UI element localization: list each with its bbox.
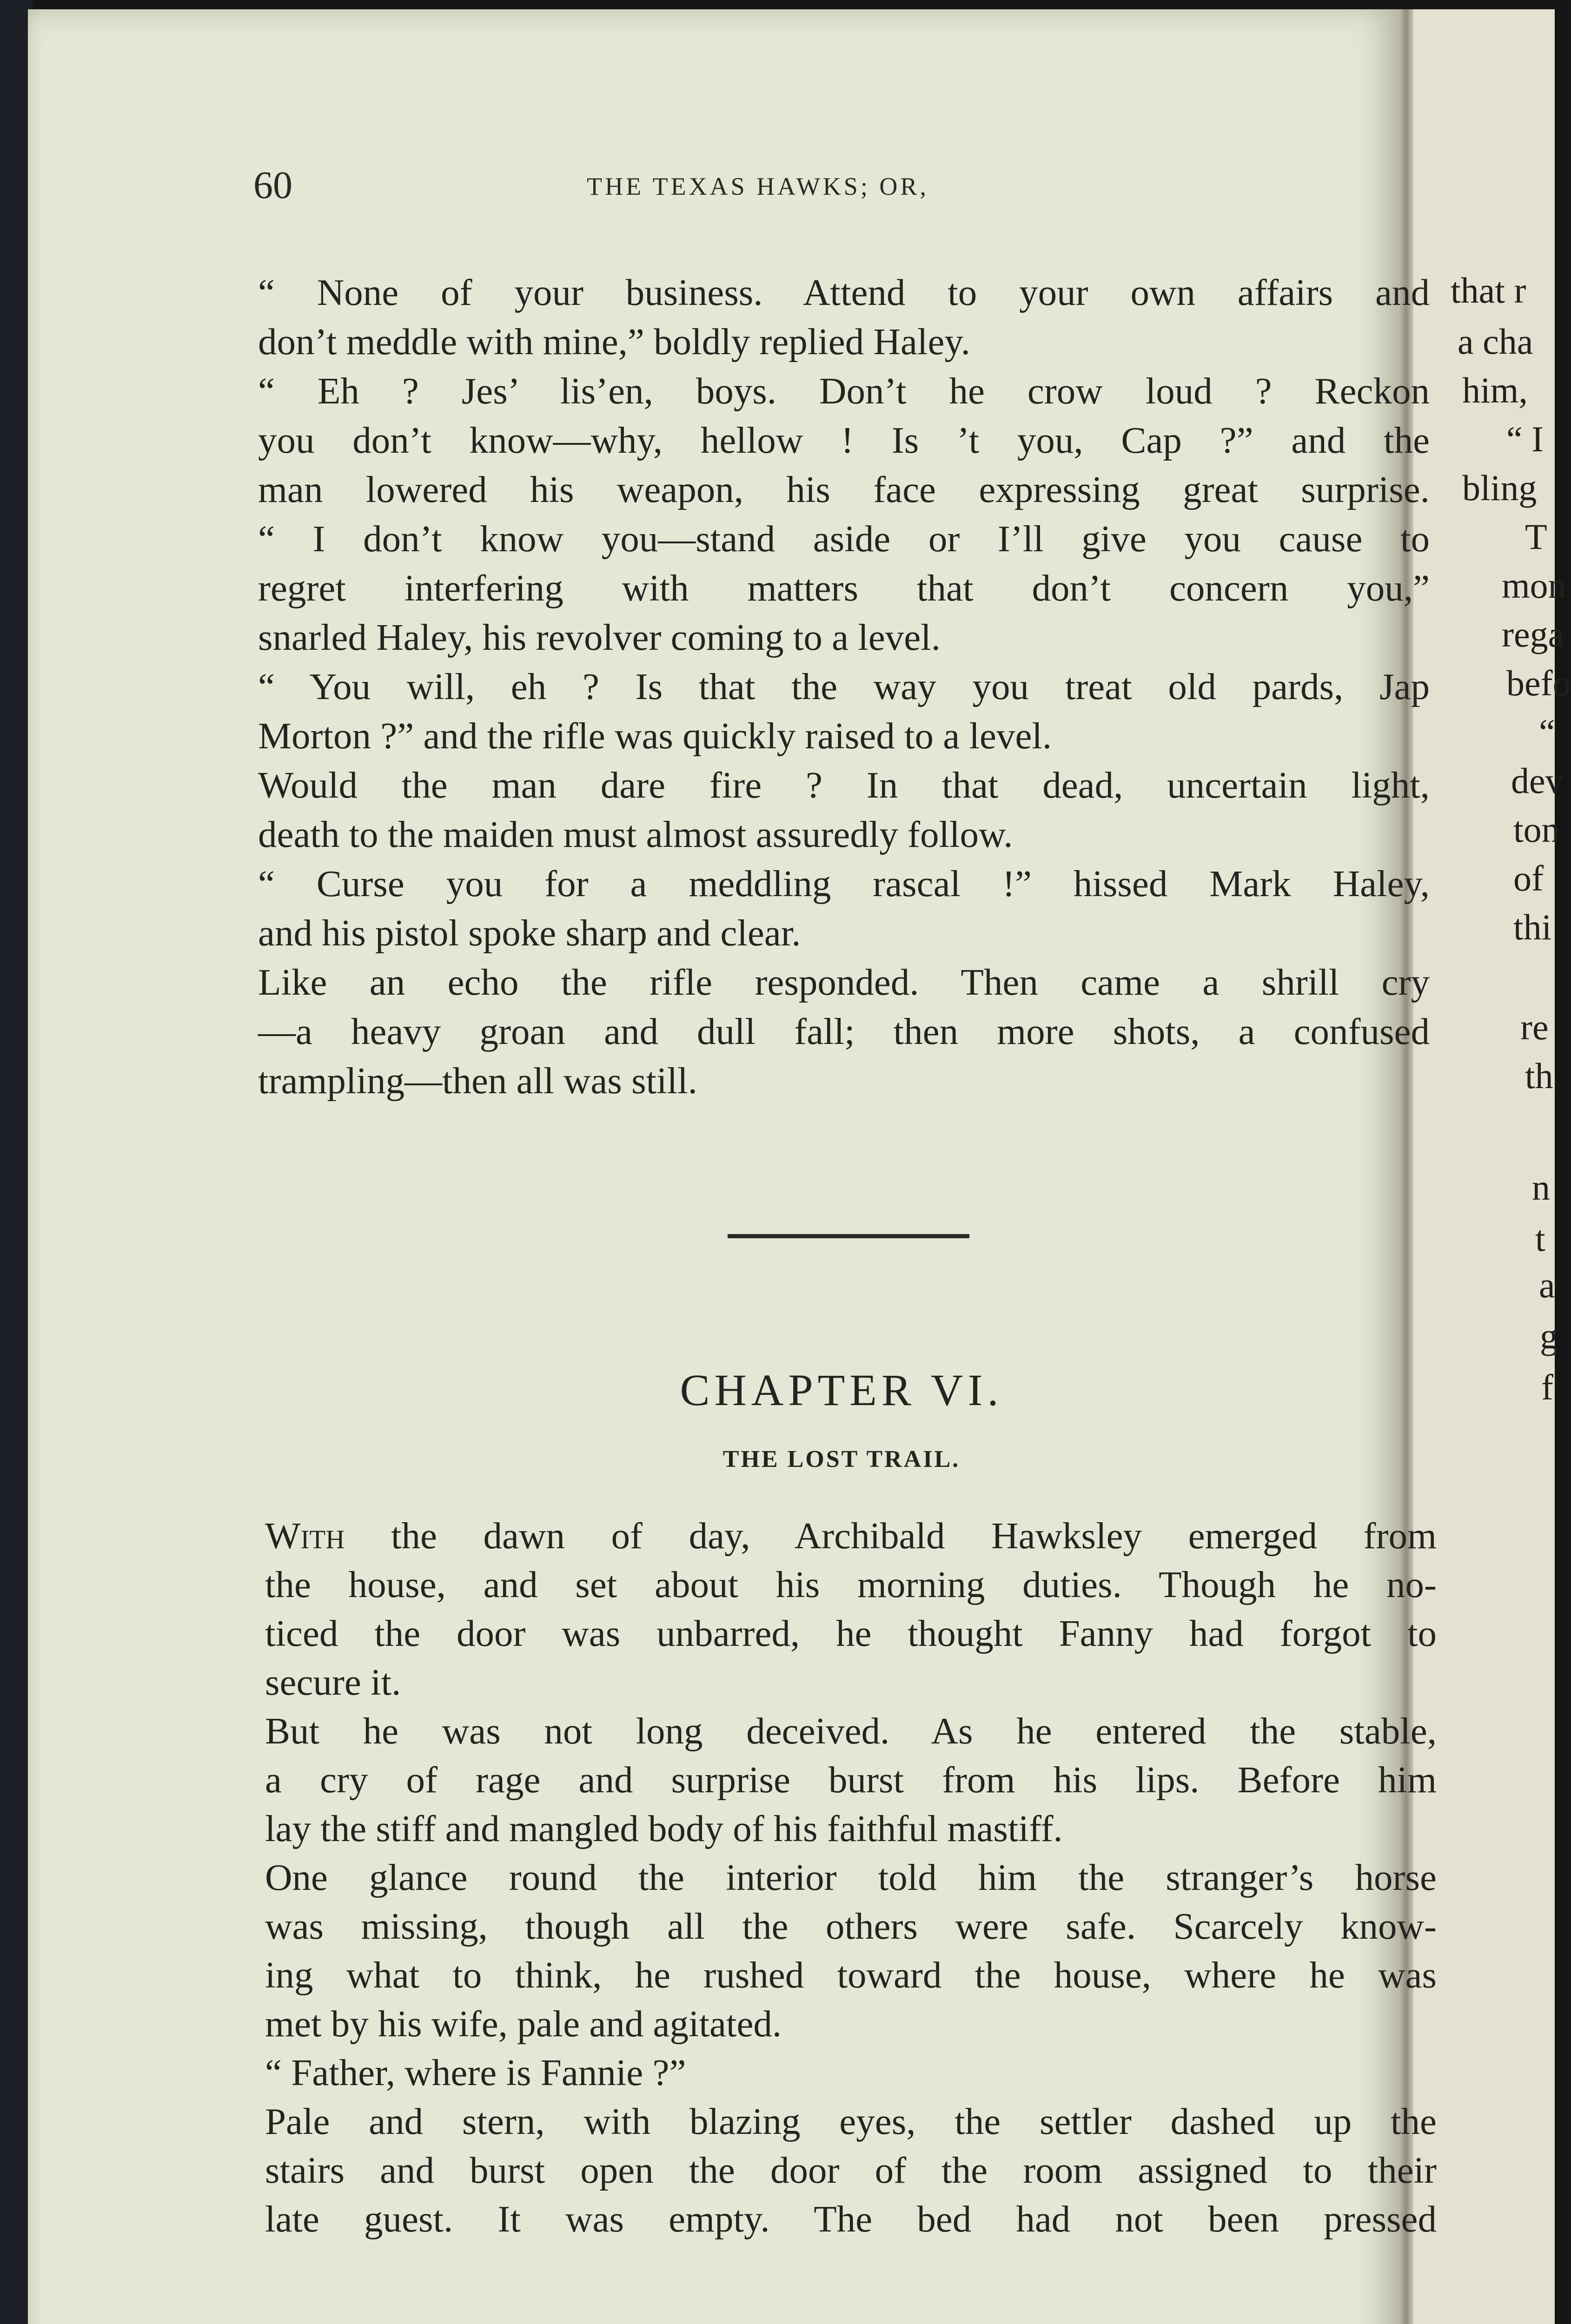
text-line: “ I don’t know you—stand aside or I’ll give you cause to bbox=[258, 518, 1430, 560]
text-line: Would the man dare fire ? In that dead, uncertain light, bbox=[258, 764, 1430, 806]
text-line: ticed the door was unbarred, he thought Fanny had forgot to bbox=[265, 1612, 1437, 1654]
facing-text: n bbox=[1532, 1167, 1550, 1208]
opening-word: With bbox=[265, 1515, 345, 1557]
text-line: late guest. It was empty. The bed had not been pressed bbox=[265, 2198, 1437, 2240]
opening-line-rest: the dawn of day, Archibald Hawksley emerged from bbox=[391, 1515, 1437, 1557]
facing-text: “ bbox=[1539, 712, 1555, 752]
chapter-opening-line bbox=[265, 1511, 1437, 1561]
facing-text: f bbox=[1541, 1367, 1553, 1407]
facing-text: befo bbox=[1506, 663, 1571, 703]
facing-text: thi bbox=[1513, 907, 1552, 947]
text-line: the house, and set about his morning duties. Though he no- bbox=[265, 1564, 1437, 1605]
text-line: But he was not long deceived. As he entered the stable, bbox=[265, 1710, 1437, 1752]
text-line: —a heavy groan and dull fall; then more shots, a confused bbox=[258, 1010, 1430, 1052]
text-line: snarled Haley, his revolver coming to a level. bbox=[258, 616, 941, 658]
facing-text: of bbox=[1513, 858, 1544, 898]
facing-text: a bbox=[1539, 1265, 1555, 1305]
text-line: “ Father, where is Fannie ?” bbox=[265, 2052, 686, 2093]
facing-text: a cha bbox=[1458, 321, 1533, 362]
facing-text: him, bbox=[1462, 370, 1528, 410]
text-line: met by his wife, pale and agitated. bbox=[265, 2003, 782, 2045]
facing-text: t bbox=[1535, 1218, 1545, 1259]
text-line: ing what to think, he rushed toward the house, where he was bbox=[265, 1954, 1437, 1996]
section-divider bbox=[728, 1234, 969, 1238]
text-line: man lowered his weapon, his face expressing great surprise. bbox=[258, 469, 1430, 510]
text-line: death to the maiden must almost assuredly follow. bbox=[258, 813, 1013, 855]
text-line: regret interfering with matters that don’t concern you,” bbox=[258, 567, 1430, 609]
page-number: 60 bbox=[253, 164, 292, 207]
chapter-subtitle: THE LOST TRAIL. bbox=[723, 1446, 961, 1472]
text-line: you don’t know—why, hellow ! Is ’t you, Cap ?” and the bbox=[258, 419, 1430, 461]
text-line: secure it. bbox=[265, 1661, 401, 1703]
text-line: One glance round the interior told him the stranger’s horse bbox=[265, 1856, 1437, 1898]
text-line: stairs and burst open the door of the room assigned to their bbox=[265, 2149, 1437, 2191]
facing-text: bling bbox=[1462, 468, 1537, 508]
text-line: Like an echo the rifle responded. Then came a shrill cry bbox=[258, 961, 1430, 1003]
chapter-title: CHAPTER VI. bbox=[680, 1365, 1003, 1415]
facing-text: “ I bbox=[1506, 419, 1544, 459]
facing-text: T bbox=[1525, 516, 1547, 557]
text-line: lay the stiff and mangled body of his faithful mastiff. bbox=[265, 1808, 1063, 1849]
text-line: “ Curse you for a meddling rascal !” hissed Mark Haley, bbox=[258, 863, 1430, 905]
text-line: trampling—then all was still. bbox=[258, 1060, 697, 1102]
text-line: “ Eh ? Jes’ lis’en, boys. Don’t he crow loud ? Reckon bbox=[258, 370, 1430, 412]
facing-text: that r bbox=[1451, 270, 1526, 310]
text-line: “ None of your business. Attend to your own affairs and bbox=[258, 271, 1430, 313]
facing-text: dev bbox=[1511, 760, 1564, 801]
facing-text: re bbox=[1520, 1007, 1549, 1047]
text-line: Morton ?” and the rifle was quickly raised to a level. bbox=[258, 715, 1052, 757]
text-line: a cry of rage and surprise burst from his lips. Before him bbox=[265, 1759, 1437, 1801]
text-line: was missing, though all the others were safe. Scarcely know- bbox=[265, 1905, 1437, 1947]
text-line: and his pistol spoke sharp and clear. bbox=[258, 912, 801, 954]
text-line: Pale and stern, with blazing eyes, the settler dashed up the bbox=[265, 2100, 1437, 2142]
facing-text: rega bbox=[1502, 614, 1564, 654]
facing-text: g bbox=[1540, 1316, 1558, 1356]
text-line: “ You will, eh ? Is that the way you treat old pards, Jap bbox=[258, 666, 1430, 707]
facing-text: ton bbox=[1513, 809, 1560, 850]
text-line: don’t meddle with mine,” boldly replied Haley. bbox=[258, 321, 970, 363]
facing-text: mon bbox=[1502, 565, 1566, 606]
facing-text: th bbox=[1525, 1056, 1553, 1096]
running-head: THE TEXAS HAWKS; OR, bbox=[587, 172, 929, 200]
